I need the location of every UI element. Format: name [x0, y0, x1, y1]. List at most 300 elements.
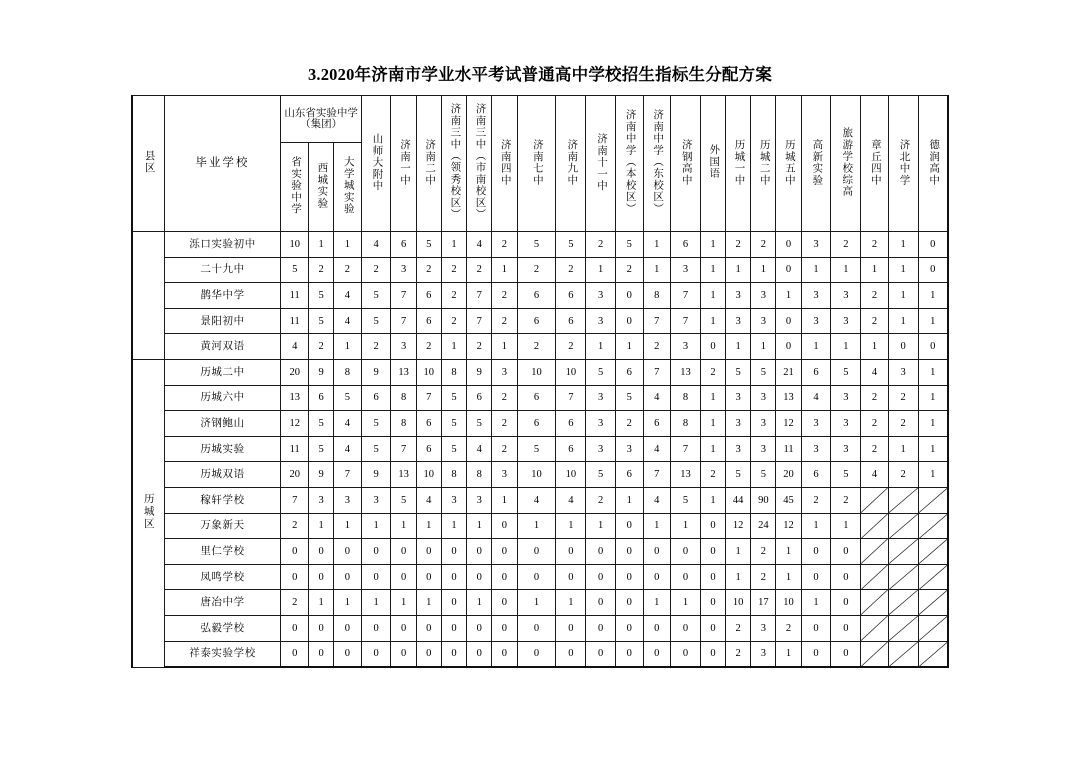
quota-cell: 11: [281, 308, 309, 334]
quota-cell: 0: [441, 615, 466, 641]
quota-cell: 20: [776, 462, 801, 488]
table-row: [132, 590, 948, 616]
quota-cell: 3: [726, 411, 751, 437]
quota-cell: 13: [281, 385, 309, 411]
quota-cell: 3: [616, 436, 644, 462]
quota-cell: 1: [391, 513, 416, 539]
quota-cell: 0: [616, 308, 644, 334]
quota-cell: 6: [556, 411, 586, 437]
quota-cell: 0: [556, 564, 586, 590]
quota-cell: 2: [726, 641, 751, 667]
quota-cell: 8: [467, 462, 492, 488]
quota-cell: 0: [801, 641, 831, 667]
column-header-label: 德润高中: [928, 138, 940, 186]
quota-cell: 0: [492, 641, 517, 667]
quota-cell: 1: [586, 334, 616, 360]
quota-cell: 2: [861, 308, 889, 334]
header-subcol-3: [334, 143, 362, 232]
quota-cell: 0: [801, 615, 831, 641]
quota-cell: 0: [281, 641, 309, 667]
quota-cell: 9: [361, 462, 391, 488]
quota-cell: 0: [334, 615, 362, 641]
quota-cell: 90: [751, 487, 776, 513]
quota-cell: 5: [361, 411, 391, 437]
header-col-23: [888, 96, 918, 232]
quota-cell: 5: [308, 283, 333, 309]
table-row: [132, 283, 948, 309]
quota-cell: 7: [671, 308, 701, 334]
quota-cell: 20: [281, 359, 309, 385]
district-label-cell: [132, 232, 164, 360]
not-applicable-cell: [861, 590, 889, 616]
quota-cell: 3: [334, 487, 362, 513]
quota-cell: 0: [801, 539, 831, 565]
school-name-cell: 鹊华中学: [164, 283, 281, 309]
quota-cell: 7: [416, 385, 441, 411]
quota-cell: 7: [467, 308, 492, 334]
quota-cell: 0: [616, 590, 644, 616]
header-col-4: [361, 96, 391, 232]
quota-cell: 5: [308, 436, 333, 462]
quota-cell: 3: [391, 257, 416, 283]
quota-cell: 0: [391, 615, 416, 641]
quota-cell: 3: [831, 385, 861, 411]
quota-cell: 1: [918, 462, 948, 488]
header-subcol-2: [308, 143, 333, 232]
not-applicable-cell: [918, 487, 948, 513]
quota-cell: 2: [517, 257, 556, 283]
column-header-label: 济南九中: [566, 138, 578, 186]
quota-cell: 1: [726, 257, 751, 283]
quota-cell: 1: [517, 513, 556, 539]
quota-cell: 3: [308, 487, 333, 513]
quota-cell: 1: [586, 513, 616, 539]
quota-cell: 1: [616, 334, 644, 360]
quota-cell: 2: [556, 334, 586, 360]
quota-cell: 5: [441, 436, 466, 462]
quota-cell: 8: [671, 385, 701, 411]
quota-cell: 1: [918, 308, 948, 334]
quota-cell: 6: [556, 283, 586, 309]
quota-cell: 6: [517, 385, 556, 411]
quota-cell: 5: [441, 385, 466, 411]
quota-cell: 0: [616, 513, 644, 539]
quota-cell: 0: [441, 590, 466, 616]
quota-cell: 0: [416, 539, 441, 565]
quota-cell: 4: [467, 436, 492, 462]
quota-cell: 0: [776, 334, 801, 360]
quota-cell: 10: [726, 590, 751, 616]
quota-cell: 1: [700, 411, 725, 437]
quota-cell: 6: [517, 283, 556, 309]
quota-cell: 0: [281, 564, 309, 590]
header-col-14: [643, 96, 671, 232]
quota-cell: 7: [643, 308, 671, 334]
quota-cell: 17: [751, 590, 776, 616]
quota-cell: 5: [751, 359, 776, 385]
quota-cell: 0: [556, 615, 586, 641]
quota-cell: 6: [801, 462, 831, 488]
header-col-24: [918, 96, 948, 232]
quota-cell: 4: [643, 436, 671, 462]
school-name-cell: 黄河双语: [164, 334, 281, 360]
quota-cell: 13: [671, 462, 701, 488]
column-header-label: 济钢高中: [680, 138, 692, 186]
column-header-label: 外国语: [708, 144, 720, 180]
quota-cell: 12: [776, 513, 801, 539]
quota-cell: 4: [416, 487, 441, 513]
quota-cell: 8: [643, 283, 671, 309]
quota-cell: 6: [556, 308, 586, 334]
school-name-cell: 二十九中: [164, 257, 281, 283]
not-applicable-cell: [918, 641, 948, 667]
quota-cell: 0: [492, 539, 517, 565]
quota-cell: 2: [888, 462, 918, 488]
quota-cell: 1: [776, 539, 801, 565]
not-applicable-cell: [861, 487, 889, 513]
quota-cell: 2: [776, 615, 801, 641]
not-applicable-cell: [888, 564, 918, 590]
quota-cell: 6: [467, 385, 492, 411]
quota-cell: 2: [700, 359, 725, 385]
quota-cell: 21: [776, 359, 801, 385]
quota-cell: 2: [751, 539, 776, 565]
quota-cell: 1: [671, 590, 701, 616]
quota-cell: 2: [492, 411, 517, 437]
quota-cell: 0: [467, 564, 492, 590]
quota-cell: 4: [861, 359, 889, 385]
header-col-15: [671, 96, 701, 232]
quota-cell: 3: [801, 283, 831, 309]
quota-cell: 1: [517, 590, 556, 616]
quota-cell: 3: [586, 411, 616, 437]
quota-cell: 5: [586, 462, 616, 488]
not-applicable-cell: [888, 487, 918, 513]
quota-cell: 1: [918, 436, 948, 462]
quota-cell: 10: [556, 462, 586, 488]
quota-cell: 0: [517, 641, 556, 667]
quota-cell: 0: [671, 641, 701, 667]
quota-cell: 0: [643, 564, 671, 590]
quota-cell: 2: [517, 334, 556, 360]
quota-cell: 0: [416, 641, 441, 667]
column-header-label: 西城实验: [316, 161, 328, 209]
quota-cell: 0: [441, 641, 466, 667]
school-name-cell: 万象新天: [164, 513, 281, 539]
quota-cell: 3: [751, 615, 776, 641]
school-name-cell: 景阳初中: [164, 308, 281, 334]
column-header-label: 大学城实验: [342, 156, 354, 215]
not-applicable-cell: [861, 513, 889, 539]
school-name-cell: 泺口实验初中: [164, 232, 281, 258]
quota-cell: 0: [361, 615, 391, 641]
page-title: 3.2020年济南市学业水平考试普通高中学校招生指标生分配方案: [307, 65, 773, 84]
quota-cell: 2: [441, 257, 466, 283]
quota-cell: 10: [556, 359, 586, 385]
quota-cell: 2: [861, 436, 889, 462]
quota-cell: 0: [391, 539, 416, 565]
quota-cell: 0: [616, 283, 644, 309]
quota-cell: 1: [492, 487, 517, 513]
quota-cell: 1: [556, 513, 586, 539]
quota-cell: 3: [751, 385, 776, 411]
quota-cell: 2: [801, 487, 831, 513]
quota-cell: 1: [801, 590, 831, 616]
table-row: [132, 436, 948, 462]
quota-cell: 2: [281, 513, 309, 539]
quota-cell: 6: [308, 385, 333, 411]
quota-cell: 0: [334, 564, 362, 590]
quota-cell: 1: [643, 590, 671, 616]
quota-cell: 6: [801, 359, 831, 385]
column-header-label: 高新实验: [811, 138, 823, 186]
header-col-6: [416, 96, 441, 232]
not-applicable-cell: [888, 590, 918, 616]
quota-cell: 1: [643, 232, 671, 258]
quota-cell: 5: [517, 232, 556, 258]
quota-cell: 6: [556, 436, 586, 462]
quota-cell: 3: [391, 334, 416, 360]
quota-cell: 1: [467, 513, 492, 539]
quota-cell: 5: [517, 436, 556, 462]
quota-cell: 0: [416, 615, 441, 641]
quota-cell: 44: [726, 487, 751, 513]
quota-cell: 0: [361, 641, 391, 667]
quota-cell: 2: [616, 257, 644, 283]
quota-cell: 2: [861, 411, 889, 437]
quota-cell: 1: [700, 436, 725, 462]
quota-cell: 0: [700, 513, 725, 539]
quota-cell: 2: [492, 283, 517, 309]
quota-cell: 9: [308, 462, 333, 488]
quota-cell: 5: [441, 411, 466, 437]
quota-cell: 0: [334, 641, 362, 667]
table-row: [132, 257, 948, 283]
quota-cell: 9: [467, 359, 492, 385]
quota-cell: 0: [517, 539, 556, 565]
quota-cell: 20: [281, 462, 309, 488]
quota-cell: 2: [441, 283, 466, 309]
quota-cell: 13: [671, 359, 701, 385]
quota-cell: 1: [700, 283, 725, 309]
quota-cell: 8: [441, 359, 466, 385]
not-applicable-cell: [888, 539, 918, 565]
quota-cell: 1: [831, 257, 861, 283]
quota-cell: 0: [776, 232, 801, 258]
column-header-label: 济南三中（市南校区）: [474, 103, 486, 221]
header-col-9: [492, 96, 517, 232]
quota-cell: 0: [831, 539, 861, 565]
quota-cell: 0: [643, 539, 671, 565]
table-row: [132, 615, 948, 641]
column-header-label: 济南中学（东校区）: [652, 109, 664, 215]
table-row: [132, 232, 948, 258]
school-name-cell: 历城六中: [164, 385, 281, 411]
column-header-label: 济南一中: [398, 138, 410, 186]
quota-cell: 0: [831, 590, 861, 616]
quota-cell: 2: [556, 257, 586, 283]
quota-cell: 7: [643, 359, 671, 385]
quota-cell: 3: [586, 385, 616, 411]
not-applicable-cell: [918, 564, 948, 590]
quota-cell: 11: [281, 436, 309, 462]
table-row: [132, 564, 948, 590]
header-group-shandong-experimental: 山东省实验中学（集团）: [281, 96, 361, 143]
quota-cell: 3: [671, 257, 701, 283]
quota-cell: 4: [281, 334, 309, 360]
header-col-11: [556, 96, 586, 232]
quota-cell: 0: [441, 539, 466, 565]
quota-cell: 0: [700, 564, 725, 590]
quota-cell: 1: [586, 257, 616, 283]
quota-cell: 3: [586, 308, 616, 334]
quota-cell: 2: [492, 385, 517, 411]
header-col-19: [776, 96, 801, 232]
quota-cell: 2: [861, 232, 889, 258]
table-row: [132, 308, 948, 334]
quota-cell: 0: [616, 539, 644, 565]
quota-cell: 7: [467, 283, 492, 309]
header-row-top: [132, 96, 948, 143]
quota-cell: 1: [751, 257, 776, 283]
quota-cell: 0: [643, 641, 671, 667]
quota-cell: 2: [361, 257, 391, 283]
table-row: [132, 513, 948, 539]
quota-cell: 1: [441, 513, 466, 539]
column-header-label: 历城一中: [733, 138, 745, 186]
quota-cell: 1: [861, 334, 889, 360]
quota-cell: 1: [308, 590, 333, 616]
quota-cell: 3: [831, 436, 861, 462]
header-col-13: [616, 96, 644, 232]
not-applicable-cell: [888, 513, 918, 539]
quota-cell: 2: [831, 487, 861, 513]
quota-cell: 5: [467, 411, 492, 437]
quota-cell: 4: [801, 385, 831, 411]
quota-cell: 1: [918, 283, 948, 309]
school-name-cell: 凤鸣学校: [164, 564, 281, 590]
quota-cell: 7: [671, 436, 701, 462]
quota-cell: 2: [492, 436, 517, 462]
quota-cell: 8: [391, 385, 416, 411]
quota-cell: 10: [517, 359, 556, 385]
quota-cell: 6: [616, 462, 644, 488]
quota-cell: 2: [361, 334, 391, 360]
quota-cell: 0: [586, 641, 616, 667]
column-header-label: 历城二中: [758, 138, 770, 186]
quota-cell: 0: [831, 641, 861, 667]
quota-cell: 1: [700, 487, 725, 513]
quota-cell: 3: [751, 308, 776, 334]
quota-cell: 1: [918, 359, 948, 385]
quota-cell: 2: [751, 564, 776, 590]
quota-cell: 1: [334, 513, 362, 539]
quota-cell: 11: [281, 283, 309, 309]
quota-cell: 0: [700, 615, 725, 641]
quota-cell: 2: [616, 411, 644, 437]
quota-cell: 7: [671, 283, 701, 309]
quota-cell: 3: [801, 436, 831, 462]
not-applicable-cell: [918, 615, 948, 641]
quota-cell: 10: [517, 462, 556, 488]
quota-cell: 7: [643, 462, 671, 488]
quota-cell: 0: [334, 539, 362, 565]
quota-cell: 2: [441, 308, 466, 334]
header-subcol-1: [281, 143, 309, 232]
quota-cell: 9: [308, 359, 333, 385]
quota-cell: 0: [467, 615, 492, 641]
not-applicable-cell: [918, 539, 948, 565]
quota-cell: 1: [467, 590, 492, 616]
quota-cell: 5: [361, 308, 391, 334]
quota-cell: 3: [492, 462, 517, 488]
table-body: [132, 232, 948, 668]
not-applicable-cell: [888, 615, 918, 641]
quota-cell: 1: [616, 487, 644, 513]
quota-cell: 0: [643, 615, 671, 641]
quota-cell: 5: [281, 257, 309, 283]
quota-cell: 5: [831, 462, 861, 488]
header-col-22: [861, 96, 889, 232]
school-name-cell: 历城二中: [164, 359, 281, 385]
quota-cell: 1: [391, 590, 416, 616]
quota-cell: 0: [776, 257, 801, 283]
quota-cell: 0: [918, 232, 948, 258]
quota-cell: 3: [467, 487, 492, 513]
quota-cell: 6: [416, 411, 441, 437]
quota-cell: 0: [441, 564, 466, 590]
quota-cell: 5: [391, 487, 416, 513]
quota-cell: 1: [671, 513, 701, 539]
school-name-cell: 弘毅学校: [164, 615, 281, 641]
quota-cell: 0: [556, 641, 586, 667]
quota-cell: 0: [586, 564, 616, 590]
quota-cell: 1: [888, 308, 918, 334]
quota-cell: 7: [556, 385, 586, 411]
quota-cell: 3: [726, 436, 751, 462]
quota-cell: 3: [751, 436, 776, 462]
quota-cell: 0: [700, 641, 725, 667]
quota-cell: 1: [776, 641, 801, 667]
header-col-7: [441, 96, 466, 232]
quota-cell: 3: [726, 385, 751, 411]
quota-cell: 5: [751, 462, 776, 488]
quota-cell: 0: [492, 513, 517, 539]
not-applicable-cell: [861, 615, 889, 641]
quota-cell: 3: [492, 359, 517, 385]
quota-cell: 1: [308, 513, 333, 539]
quota-cell: 0: [671, 564, 701, 590]
header-col-12: [586, 96, 616, 232]
quota-cell: 6: [416, 283, 441, 309]
table-row: [132, 462, 948, 488]
quota-cell: 0: [918, 334, 948, 360]
quota-cell: 2: [643, 334, 671, 360]
quota-cell: 0: [492, 615, 517, 641]
not-applicable-cell: [888, 641, 918, 667]
table-row: [132, 334, 948, 360]
quota-cell: 3: [361, 487, 391, 513]
quota-cell: 1: [441, 334, 466, 360]
table-row: [132, 641, 948, 667]
quota-cell: 1: [801, 257, 831, 283]
quota-cell: 6: [361, 385, 391, 411]
quota-cell: 2: [308, 334, 333, 360]
quota-cell: 0: [308, 615, 333, 641]
not-applicable-cell: [861, 539, 889, 565]
quota-cell: 4: [334, 436, 362, 462]
quota-cell: 1: [334, 232, 362, 258]
